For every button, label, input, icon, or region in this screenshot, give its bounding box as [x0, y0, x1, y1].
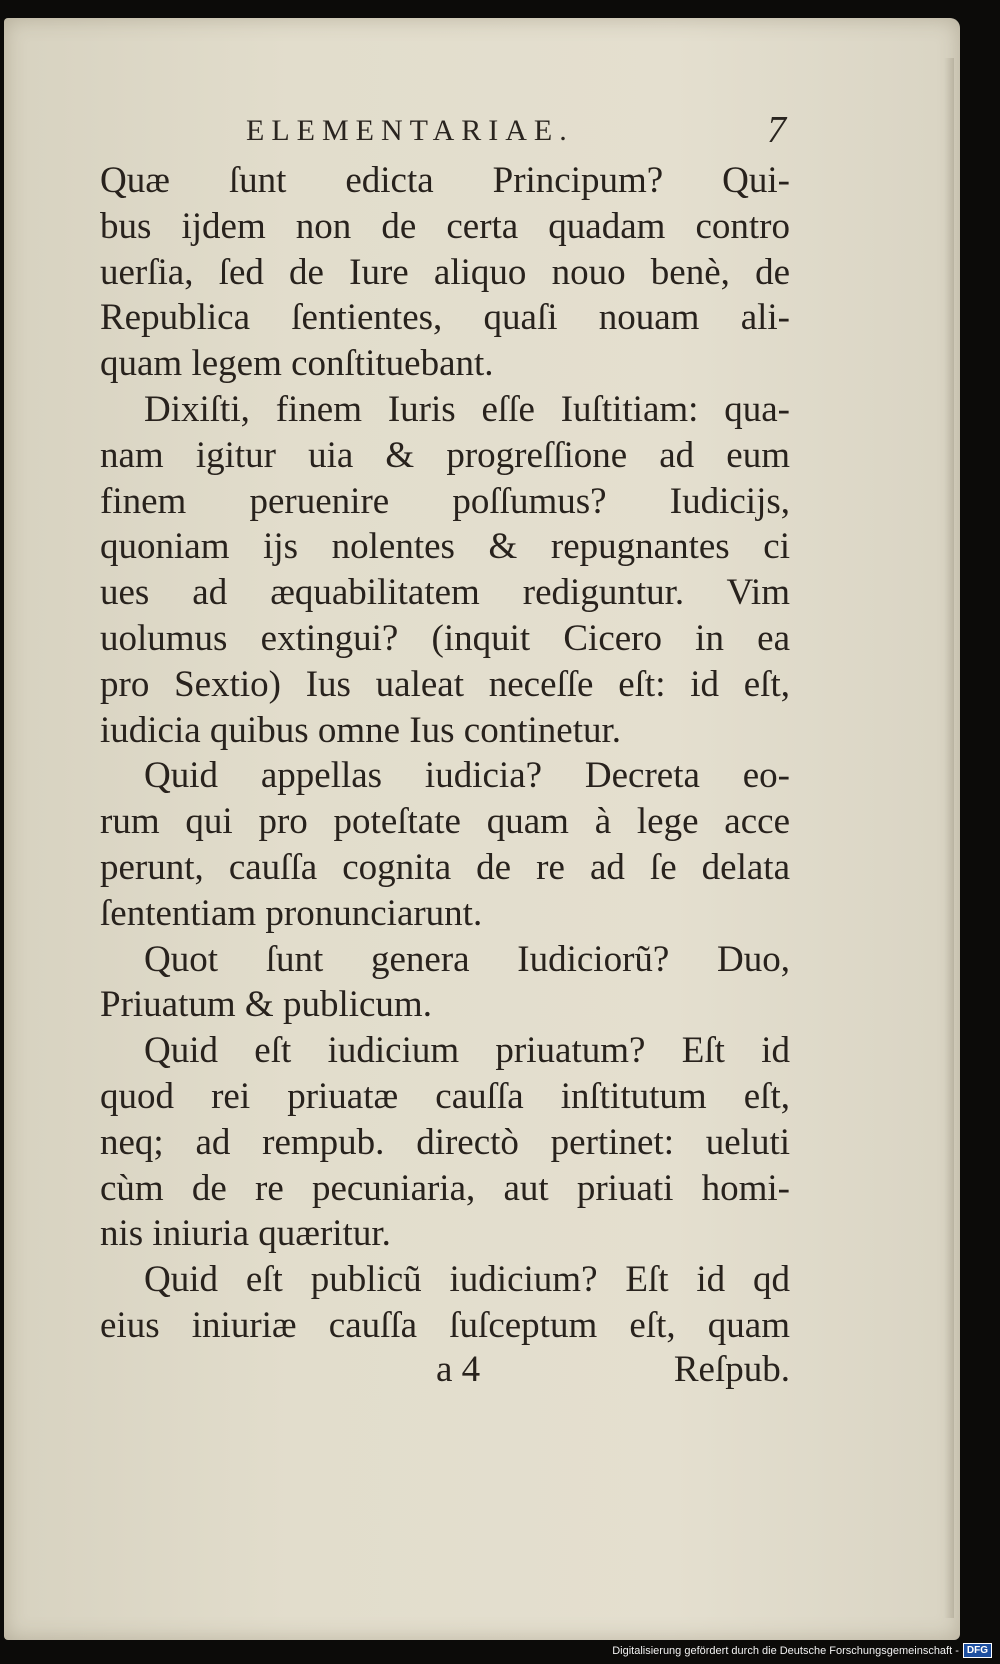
text-line: perunt, cauſſa cognita de re ad ſe delata: [100, 846, 790, 888]
text-line: bus ijdem non de certa quadam contro: [100, 205, 790, 247]
text-line: Priuatum & publicum.: [100, 984, 432, 1026]
text-line: Quæ ſunt edicta Principum? Qui-: [100, 160, 790, 201]
text-line: Quid eſt publicũ iudicium? Eſt id qd: [144, 1259, 790, 1301]
text-line: Dixiſti, finem Iuris eſſe Iuſtitiam: qua-: [144, 388, 790, 430]
page-edge-shadow: [944, 58, 954, 1618]
running-head: ELEMENTARIAE.: [246, 114, 574, 147]
signature-mark: a 4: [436, 1349, 481, 1390]
catchword: Reſpub.: [673, 1349, 790, 1390]
page-footer: [100, 1348, 790, 1396]
dfg-logo: DFG: [963, 1643, 992, 1658]
text-line: pro Sextio) Ius ualeat neceſſe eſt: id eſt,: [100, 663, 790, 705]
body-text: [100, 158, 790, 1349]
text-line: cùm de re pecuniaria, aut priuati homi-: [100, 1167, 790, 1209]
text-line: quoniam ijs nolentes & repugnantes ci: [100, 526, 790, 568]
text-line: quod rei priuatæ cauſſa inſtitutum eſt,: [100, 1075, 790, 1117]
text-line: neq; ad rempub. directò pertinet: ueluti: [100, 1121, 790, 1163]
text-line: eius iniuriæ cauſſa ſuſceptum eſt, quam: [100, 1304, 790, 1346]
text-line: nis iniuria quæritur.: [100, 1213, 391, 1255]
text-line: ſententiam pronunciarunt.: [100, 892, 483, 934]
digitization-credit: [612, 1643, 992, 1658]
text-line: finem peruenire poſſumus? Iudicijs,: [100, 480, 790, 522]
credit-text: Digitalisierung gefördert durch die Deutsche Forschungsgemeinschaft -: [612, 1644, 959, 1657]
text-line: quam legem conſtituebant.: [100, 343, 494, 385]
text-line: Quot ſunt genera Iudiciorũ? Duo,: [144, 938, 790, 980]
text-line: Quid appellas iudicia? Decreta eo-: [144, 755, 790, 797]
text-line: Quid eſt iudicium priuatum? Eſt id: [144, 1030, 790, 1072]
text-line: iudicia quibus omne Ius continetur.: [100, 709, 621, 751]
text-line: rum qui pro poteſtate quam à lege acce: [100, 801, 790, 843]
text-line: uolumus extingui? (inquit Cicero in ea: [100, 617, 790, 659]
page-number: 7: [767, 109, 786, 151]
text-line: uerſia, ſed de Iure aliquo nouo benè, de: [100, 251, 790, 293]
text-line: ues ad æquabilitatem rediguntur. Vim: [100, 572, 790, 614]
text-line: nam igitur uia & progreſſione ad eum: [100, 434, 790, 476]
text-line: Republica ſentientes, quaſi nouam ali-: [100, 297, 790, 339]
page-header: [246, 108, 786, 158]
